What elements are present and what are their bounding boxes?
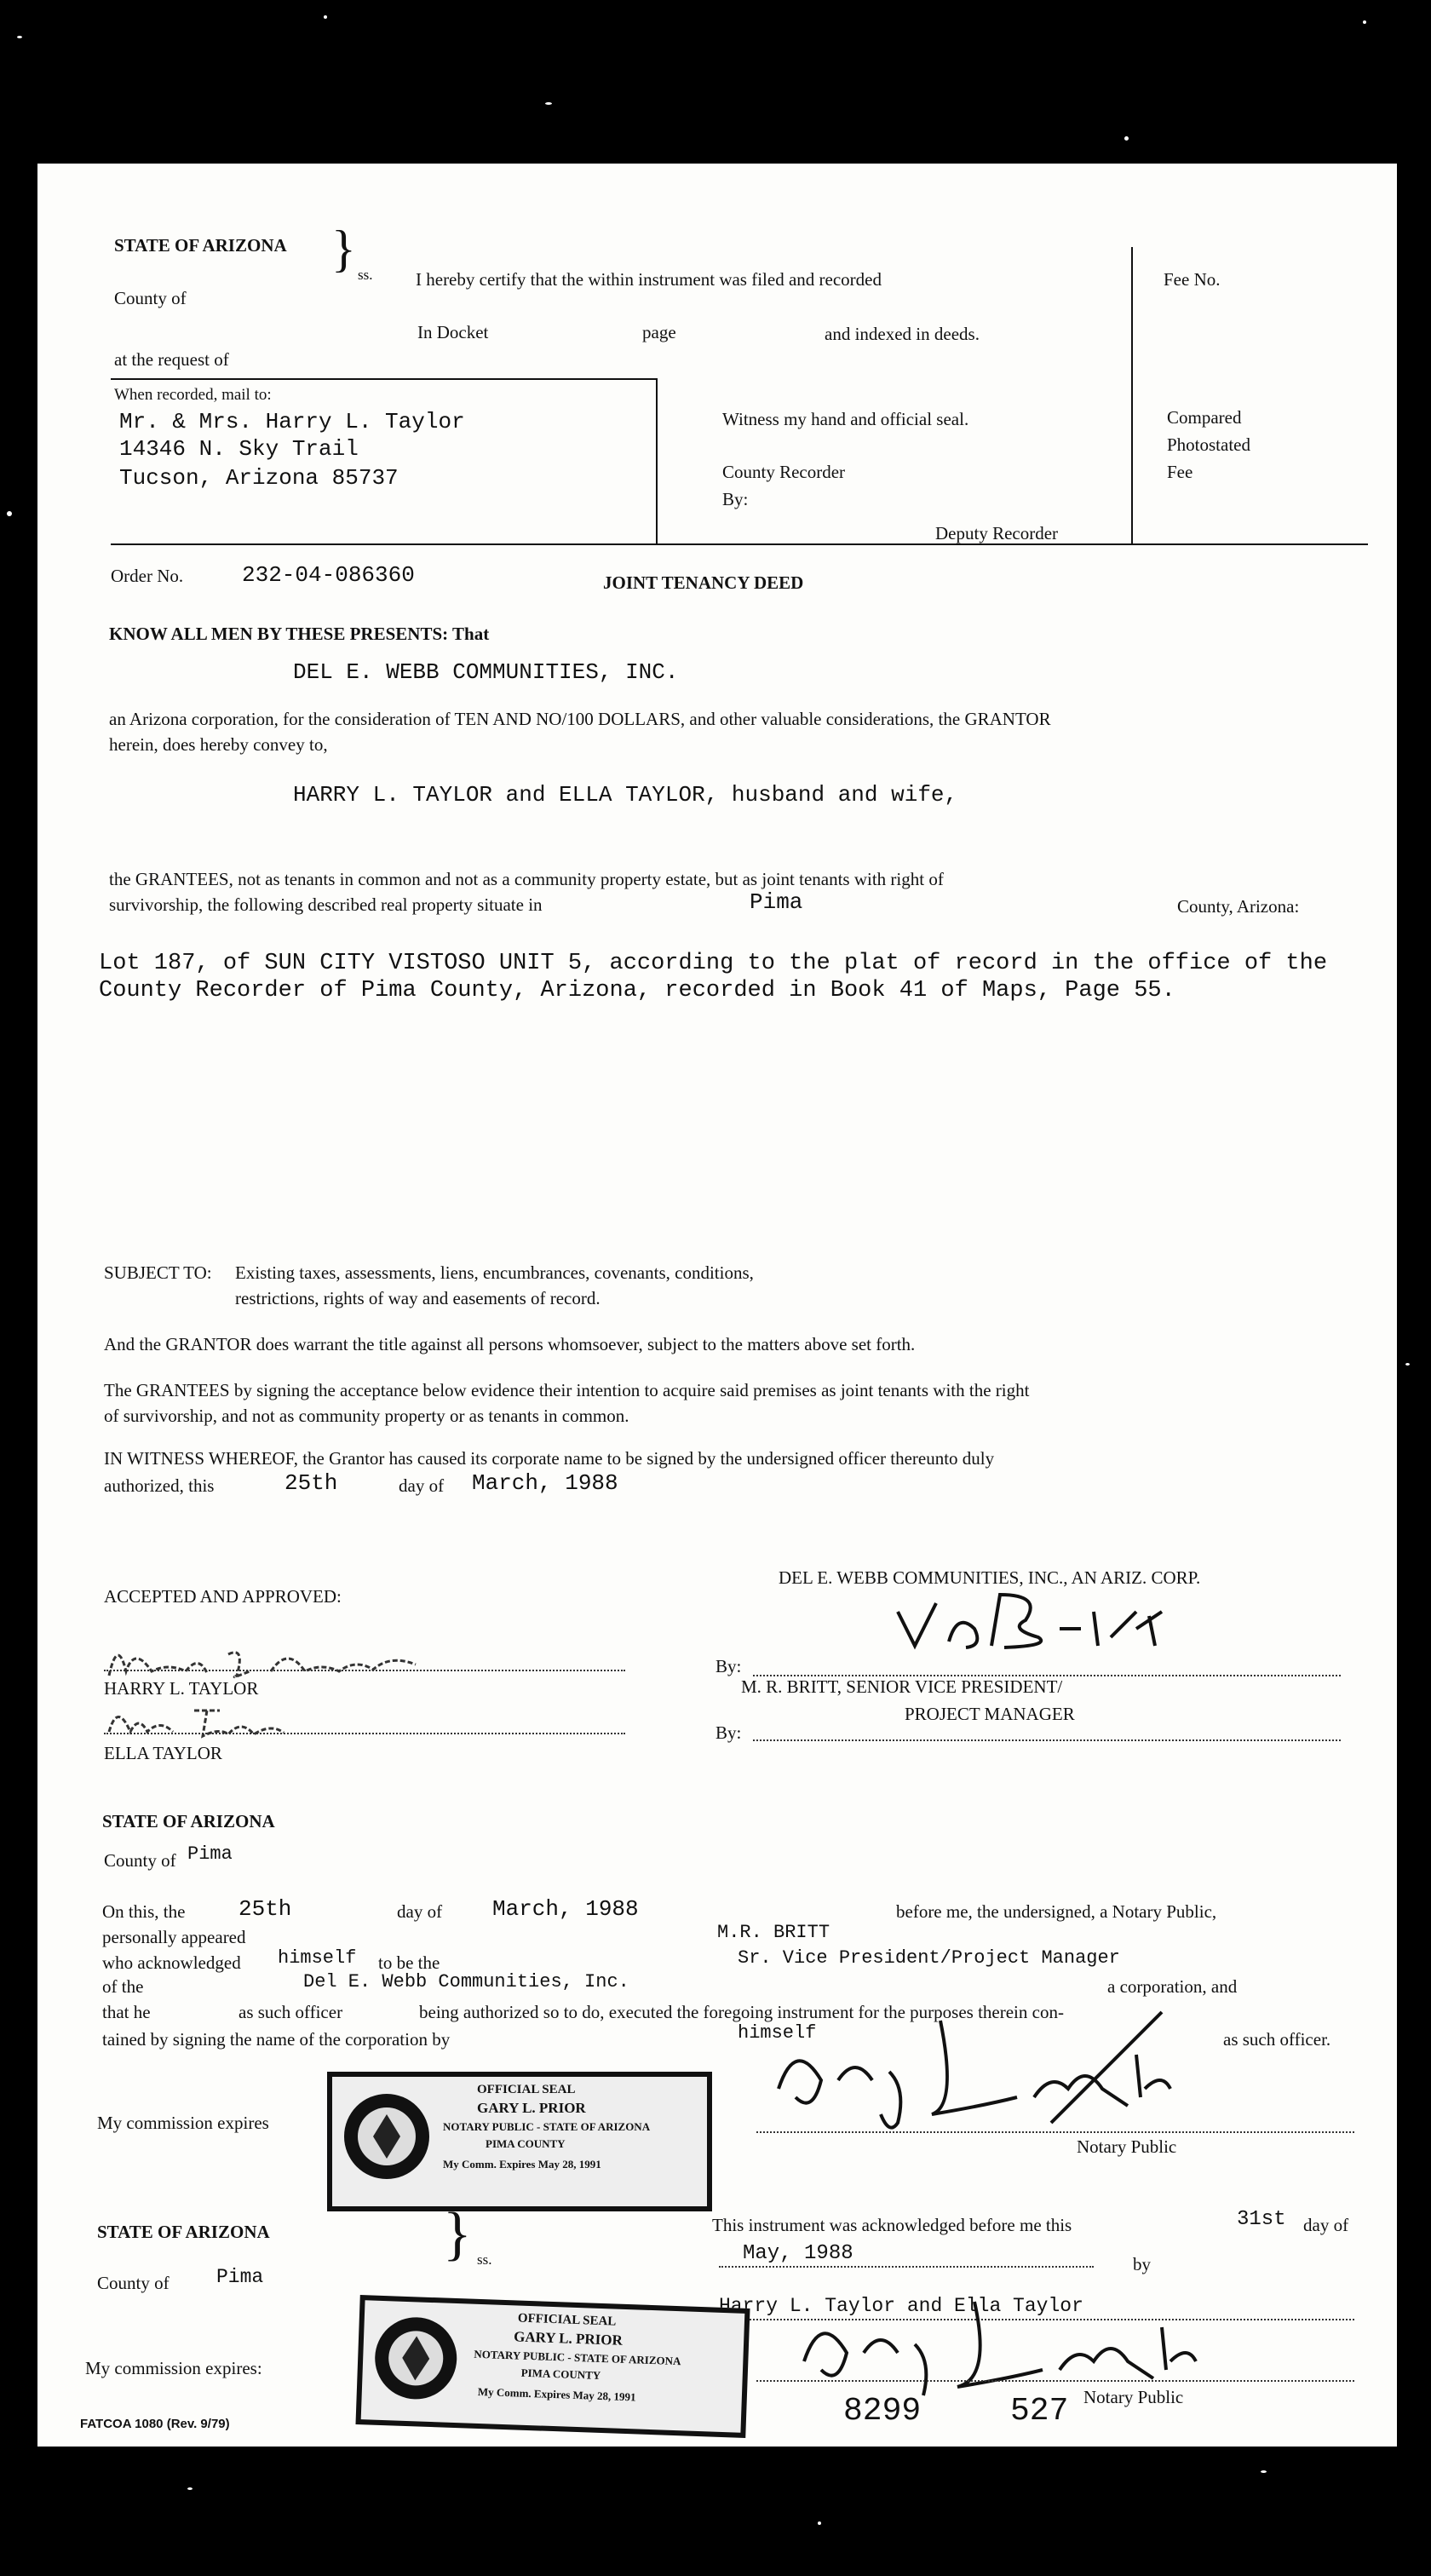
header-fee-no: Fee No. [1164,269,1221,290]
notary1-day-of: day of [397,1901,443,1922]
legal-description-2: County Recorder of Pima County, Arizona, recorded in Book 41 of Maps, Page 55. [99,978,1175,1003]
officer-title-1: M. R. BRITT, SENIOR VICE PRESIDENT/ [741,1676,1063,1697]
notary2-seal-line-2: GARY L. PRIOR [513,2328,624,2349]
ella-name: ELLA TAYLOR [104,1743,222,1763]
county-arizona: County, Arizona: [1177,896,1300,917]
subject-to-1: Existing taxes, assessments, liens, encumbrances, covenants, conditions, [235,1262,754,1283]
notary1-month: March, 1988 [492,1896,639,1922]
notary1-seal-line-5: My Comm. Expires May 28, 1991 [443,2158,601,2171]
notary1-day: 25th [238,1896,292,1922]
mail-box-right [656,378,658,545]
in-witness-2b: day of [399,1475,445,1496]
county-recorder: County Recorder [722,462,846,482]
witness-seal: Witness my hand and official seal. [722,409,969,429]
notary1-on-this: On this, the [102,1901,186,1922]
notary2-notary-public: Notary Public [1083,2387,1184,2407]
form-number: FATCOA 1080 (Rev. 9/79) [80,2417,230,2431]
scan-speck [7,511,12,516]
grantees-text-2: survivorship, the following described real property situate in [109,894,543,915]
docket-number: 8299 [843,2393,922,2429]
notary2-commission: My commission expires: [85,2358,262,2378]
notary1-himself: himself [278,1947,357,1969]
situate-county: Pima [750,889,803,915]
notary2-month: May, 1988 [743,2242,853,2265]
header-brace: } [331,221,356,277]
notary2-ss: ss. [477,2251,492,2268]
notary1-notary-public: Notary Public [1077,2136,1177,2157]
know-all-men: KNOW ALL MEN BY THESE PRESENTS: That [109,624,490,644]
acceptance-2: of survivorship, and not as community property or as tenants in common. [104,1406,629,1426]
header-county: County of [114,288,187,308]
grantees-text-1: the GRANTEES, not as tenants in common and not as a community property estate, but as joint tenants with right of [109,869,944,889]
ella-sig-line [104,1733,625,1734]
notary1-authorized: being authorized so to do, executed the foregoing instrument for the purposes therein con- [419,2002,1064,2022]
grantor-name: DEL E. WEBB COMMUNITIES, INC. [293,659,679,685]
notary1-before: before me, the undersigned, a Notary Public, [896,1901,1217,1922]
compared: Compared [1167,407,1242,428]
notary2-seal-stamp [355,2295,750,2438]
notary1-company: Del E. Webb Communities, Inc. [303,1971,629,1992]
grantees-names: HARRY L. TAYLOR and ELLA TAYLOR, husband and wife, [293,782,958,808]
notary1-signature [761,1987,1204,2140]
notary1-seal-line-3: NOTARY PUBLIC - STATE OF ARIZONA [443,2120,651,2133]
notary2-seal-line-1: OFFICIAL SEAL [517,2311,617,2329]
notary2-seal-emblem-icon [370,2313,462,2405]
notary1-himself2: himself [738,2022,817,2044]
notary1-commission: My commission expires [97,2113,269,2133]
acceptance-1: The GRANTEES by signing the acceptance below evidence their intention to acquire said premises as joint tenants with the right [104,1380,1030,1400]
in-witness-day: 25th [284,1470,338,1496]
mail-address-2: 14346 N. Sky Trail [119,436,359,462]
notary1-person: M.R. BRITT [717,1922,830,1943]
notary2-names: Harry L. Taylor and Ella Taylor [719,2295,1083,2317]
scan-speck [818,2521,821,2525]
notary1-state: STATE OF ARIZONA [102,1811,275,1831]
accepted-approved: ACCEPTED AND APPROVED: [104,1586,342,1607]
corp-by-1: By: [716,1656,742,1676]
officer-title-2: PROJECT MANAGER [905,1704,1075,1724]
corp-signature-line: DEL E. WEBB COMMUNITIES, INC., AN ARIZ. CORP. [779,1567,1201,1588]
notary1-seal-line-4: PIMA COUNTY [486,2137,566,2150]
notary1-seal-stamp [327,2072,712,2211]
mail-address-3: Tucson, Arizona 85737 [119,465,399,491]
notary1-sig-line [756,2131,1354,2133]
notary2-county-name: Pima [216,2266,264,2288]
notary2-seal-line-5: My Comm. Expires May 28, 1991 [477,2384,636,2404]
header-page: page [642,322,676,342]
notary2-state: STATE OF ARIZONA [97,2222,270,2242]
subject-to-2: restrictions, rights of way and easements of record. [235,1288,601,1308]
notary1-seal-emblem-icon [341,2090,433,2182]
scan-speck [1261,2470,1267,2473]
notary1-county-name: Pima [187,1843,233,1865]
header-state: STATE OF ARIZONA [114,235,287,256]
header-ss: ss. [358,267,373,283]
harry-sig-line [104,1670,625,1671]
mail-address-1: Mr. & Mrs. Harry L. Taylor [119,409,465,434]
in-witness-1: IN WITNESS WHEREOF, the Grantor has caused its corporate name to be signed by the undersigned officer thereunto duly [104,1448,995,1469]
notary1-acknowledged: who acknowledged [102,1952,241,1973]
notary2-ack: This instrument was acknowledged before me this [712,2215,1072,2235]
deed-document [37,164,1397,2447]
notary2-seal-line-4: PIMA COUNTY [520,2366,601,2382]
legal-description-1: Lot 187, of SUN CITY VISTOSO UNIT 5, according to the plat of record in the office of the [99,951,1328,976]
britt-signature [855,1578,1213,1663]
header-right-divider [1131,247,1133,545]
notary1-to-be: to be the [378,1952,440,1973]
notary2-seal-line-3: NOTARY PUBLIC - STATE OF ARIZONA [474,2347,681,2368]
scan-speck [324,15,327,19]
notary1-such-officer: as such officer. [1223,2029,1331,2050]
header-in-docket: In Docket [417,322,489,342]
notary2-month-line [719,2266,1094,2268]
subject-to-label: SUBJECT TO: [104,1262,212,1283]
page-number: 527 [1010,2393,1069,2429]
recorder-by: By: [722,489,749,509]
notary1-appeared: personally appeared [102,1927,246,1947]
consideration-line-1: an Arizona corporation, for the consideration of TEN AND NO/100 DOLLARS, and other valuable considerations, the GRANTOR [109,709,1051,729]
corp-by-2: By: [716,1722,742,1743]
mail-to-label: When recorded, mail to: [114,386,272,404]
notary1-tained: tained by signing the name of the corporation by [102,2029,451,2050]
corp-sig-line-2 [753,1739,1341,1741]
notary1-seal-line-2: GARY L. PRIOR [477,2100,586,2116]
header-request: at the request of [114,349,229,370]
scan-speck [1363,20,1366,24]
notary1-that-he: that he [102,2002,151,2022]
notary2-ack-day-of: day of [1303,2215,1349,2235]
header-certify: I hereby certify that the within instrument was filed and recorded [416,269,882,290]
header-indexed: and indexed in deeds. [825,324,980,344]
in-witness-2a: authorized, this [104,1475,215,1496]
notary1-of-the: of the [102,1976,144,1997]
notary2-signature [787,2285,1230,2407]
header-bottom-rule [111,543,1368,545]
deputy-recorder: Deputy Recorder [935,523,1059,543]
notary1-county: County of [104,1850,176,1871]
photostated: Photostated [1167,434,1250,455]
notary2-county: County of [97,2273,170,2293]
scan-speck [187,2487,193,2490]
notary1-seal-line-1: OFFICIAL SEAL [477,2083,576,2096]
scan-speck [1124,136,1129,141]
scan-speck [545,102,552,105]
mail-box-top [111,378,658,380]
fee: Fee [1167,462,1193,482]
order-number: 232-04-086360 [242,562,415,588]
scan-speck [17,36,22,38]
notary2-brace: } [443,2201,472,2267]
warrant-text: And the GRANTOR does warrant the title against all persons whomsoever, subject to the matters above set forth. [104,1334,916,1354]
harry-name: HARRY L. TAYLOR [104,1678,259,1699]
deed-title: JOINT TENANCY DEED [603,572,804,593]
consideration-line-2: herein, does hereby convey to, [109,734,328,755]
scan-speck [1405,1363,1410,1366]
notary1-officer-text: as such officer [238,2002,343,2022]
notary2-sig-line [756,2380,1354,2382]
notary1-corporation: a corporation, and [1107,1976,1238,1997]
notary2-by: by [1133,2254,1151,2274]
notary2-ack-day: 31st [1237,2208,1286,2231]
order-label: Order No. [111,566,184,586]
in-witness-month: March, 1988 [472,1470,618,1496]
notary1-title: Sr. Vice President/Project Manager [738,1947,1120,1969]
